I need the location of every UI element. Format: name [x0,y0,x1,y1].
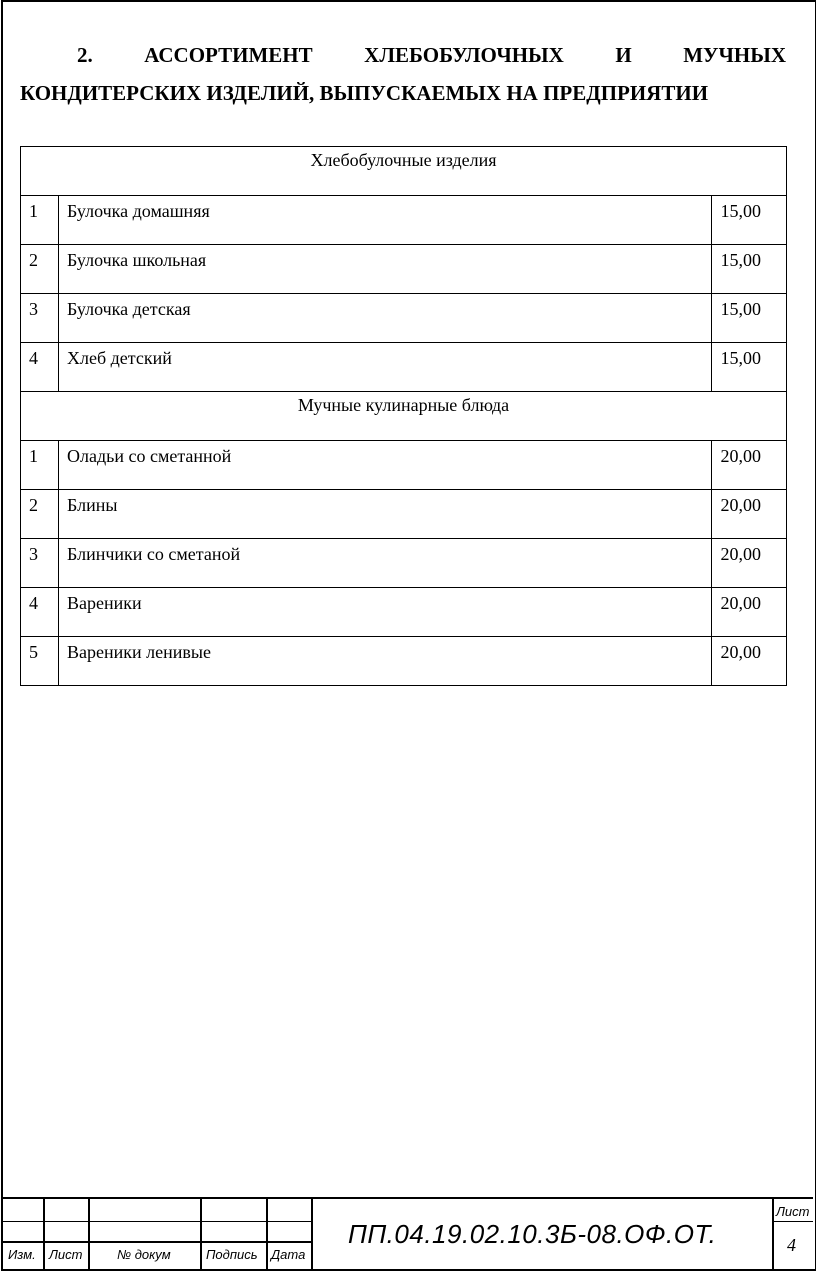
item-name-cell [59,539,712,588]
label-izm: Изм. [8,1247,36,1262]
heading-word: МУЧНЫХ [683,43,786,67]
item-name: Булочка школьная [67,250,207,270]
table-row [21,245,787,294]
item-name-cell [59,588,712,637]
section-header-row [21,392,787,441]
row-number-cell [21,539,59,588]
label-data: Дата [271,1247,306,1262]
title-block-divider [88,1199,90,1269]
heading-line-1 [20,36,786,74]
table-row [21,343,787,392]
title-block-divider [266,1199,268,1269]
item-name-cell [59,441,712,490]
row-number: 4 [29,593,38,613]
item-name: Булочка детская [67,299,191,319]
heading-word: ХЛЕБОБУЛОЧНЫХ [364,43,564,67]
row-number: 2 [29,250,38,270]
section-title-cell [21,392,787,441]
item-price: 20,00 [720,642,761,662]
item-price: 15,00 [720,250,761,270]
item-price: 15,00 [720,201,761,221]
item-price: 15,00 [720,299,761,319]
row-number-cell [21,245,59,294]
item-price: 15,00 [720,348,761,368]
row-number: 5 [29,642,38,662]
item-price: 20,00 [720,446,761,466]
title-block-divider [311,1199,313,1269]
row-number: 4 [29,348,38,368]
item-price: 20,00 [720,544,761,564]
table-row [21,294,787,343]
row-number-cell [21,196,59,245]
item-price-cell [712,245,787,294]
row-number-cell [21,637,59,686]
title-block-divider [772,1199,774,1269]
item-name-cell [59,245,712,294]
item-price-cell [712,588,787,637]
table-row [21,196,787,245]
item-price-cell [712,490,787,539]
item-name-cell [59,637,712,686]
section-title-cell [21,147,787,196]
assortment-table [20,146,787,686]
item-name: Оладьи со сметанной [67,446,232,466]
row-number: 1 [29,201,38,221]
table-row [21,637,787,686]
row-number: 3 [29,299,38,319]
row-number: 3 [29,544,38,564]
item-price-cell [712,441,787,490]
title-block-row-line [3,1221,311,1222]
row-number-cell [21,343,59,392]
row-number: 2 [29,495,38,515]
row-number: 1 [29,446,38,466]
section-heading [20,36,786,112]
item-price-cell [712,196,787,245]
row-number-cell [21,441,59,490]
item-name: Хлеб детский [67,348,172,368]
title-block-divider [43,1199,45,1269]
table-row [21,539,787,588]
table-row [21,588,787,637]
label-list: Лист [49,1247,83,1262]
section-header-row [21,147,787,196]
item-name: Блинчики со сметаной [67,544,241,564]
item-price-cell [712,539,787,588]
heading-word: И [615,43,632,67]
label-sheet: Лист [776,1204,810,1219]
item-name-cell [59,343,712,392]
heading-line-2: КОНДИТЕРСКИХ ИЗДЕЛИЙ, ВЫПУСКАЕМЫХ НА ПРЕДПРИЯТИИ [20,81,709,105]
title-block [3,1197,813,1269]
item-price-cell [712,637,787,686]
label-dokum: № докум [117,1247,171,1262]
label-podpis: Подпись [206,1247,258,1262]
item-name: Блины [67,495,118,515]
heading-word: 2. [77,43,93,67]
heading-word: АССОРТИМЕНТ [144,43,313,67]
item-price: 20,00 [720,593,761,613]
title-block-row-line [3,1241,311,1243]
row-number-cell [21,294,59,343]
row-number-cell [21,490,59,539]
item-name: Булочка домашняя [67,201,210,221]
item-price-cell [712,343,787,392]
section-title: Мучные кулинарные блюда [297,395,510,415]
sheet-number: 4 [787,1235,796,1255]
document-code: ПП.04.19.02.10.3Б-08.ОФ.ОТ. [348,1219,717,1249]
item-name: Вареники [67,593,142,613]
table-row [21,490,787,539]
item-price: 20,00 [720,495,761,515]
item-name: Вареники ленивые [67,642,211,662]
title-block-divider [200,1199,202,1269]
row-number-cell [21,588,59,637]
item-name-cell [59,196,712,245]
title-block-row-line [772,1221,813,1222]
item-name-cell [59,294,712,343]
section-title: Хлебобулочные изделия [310,150,497,170]
item-name-cell [59,490,712,539]
item-price-cell [712,294,787,343]
table-row [21,441,787,490]
